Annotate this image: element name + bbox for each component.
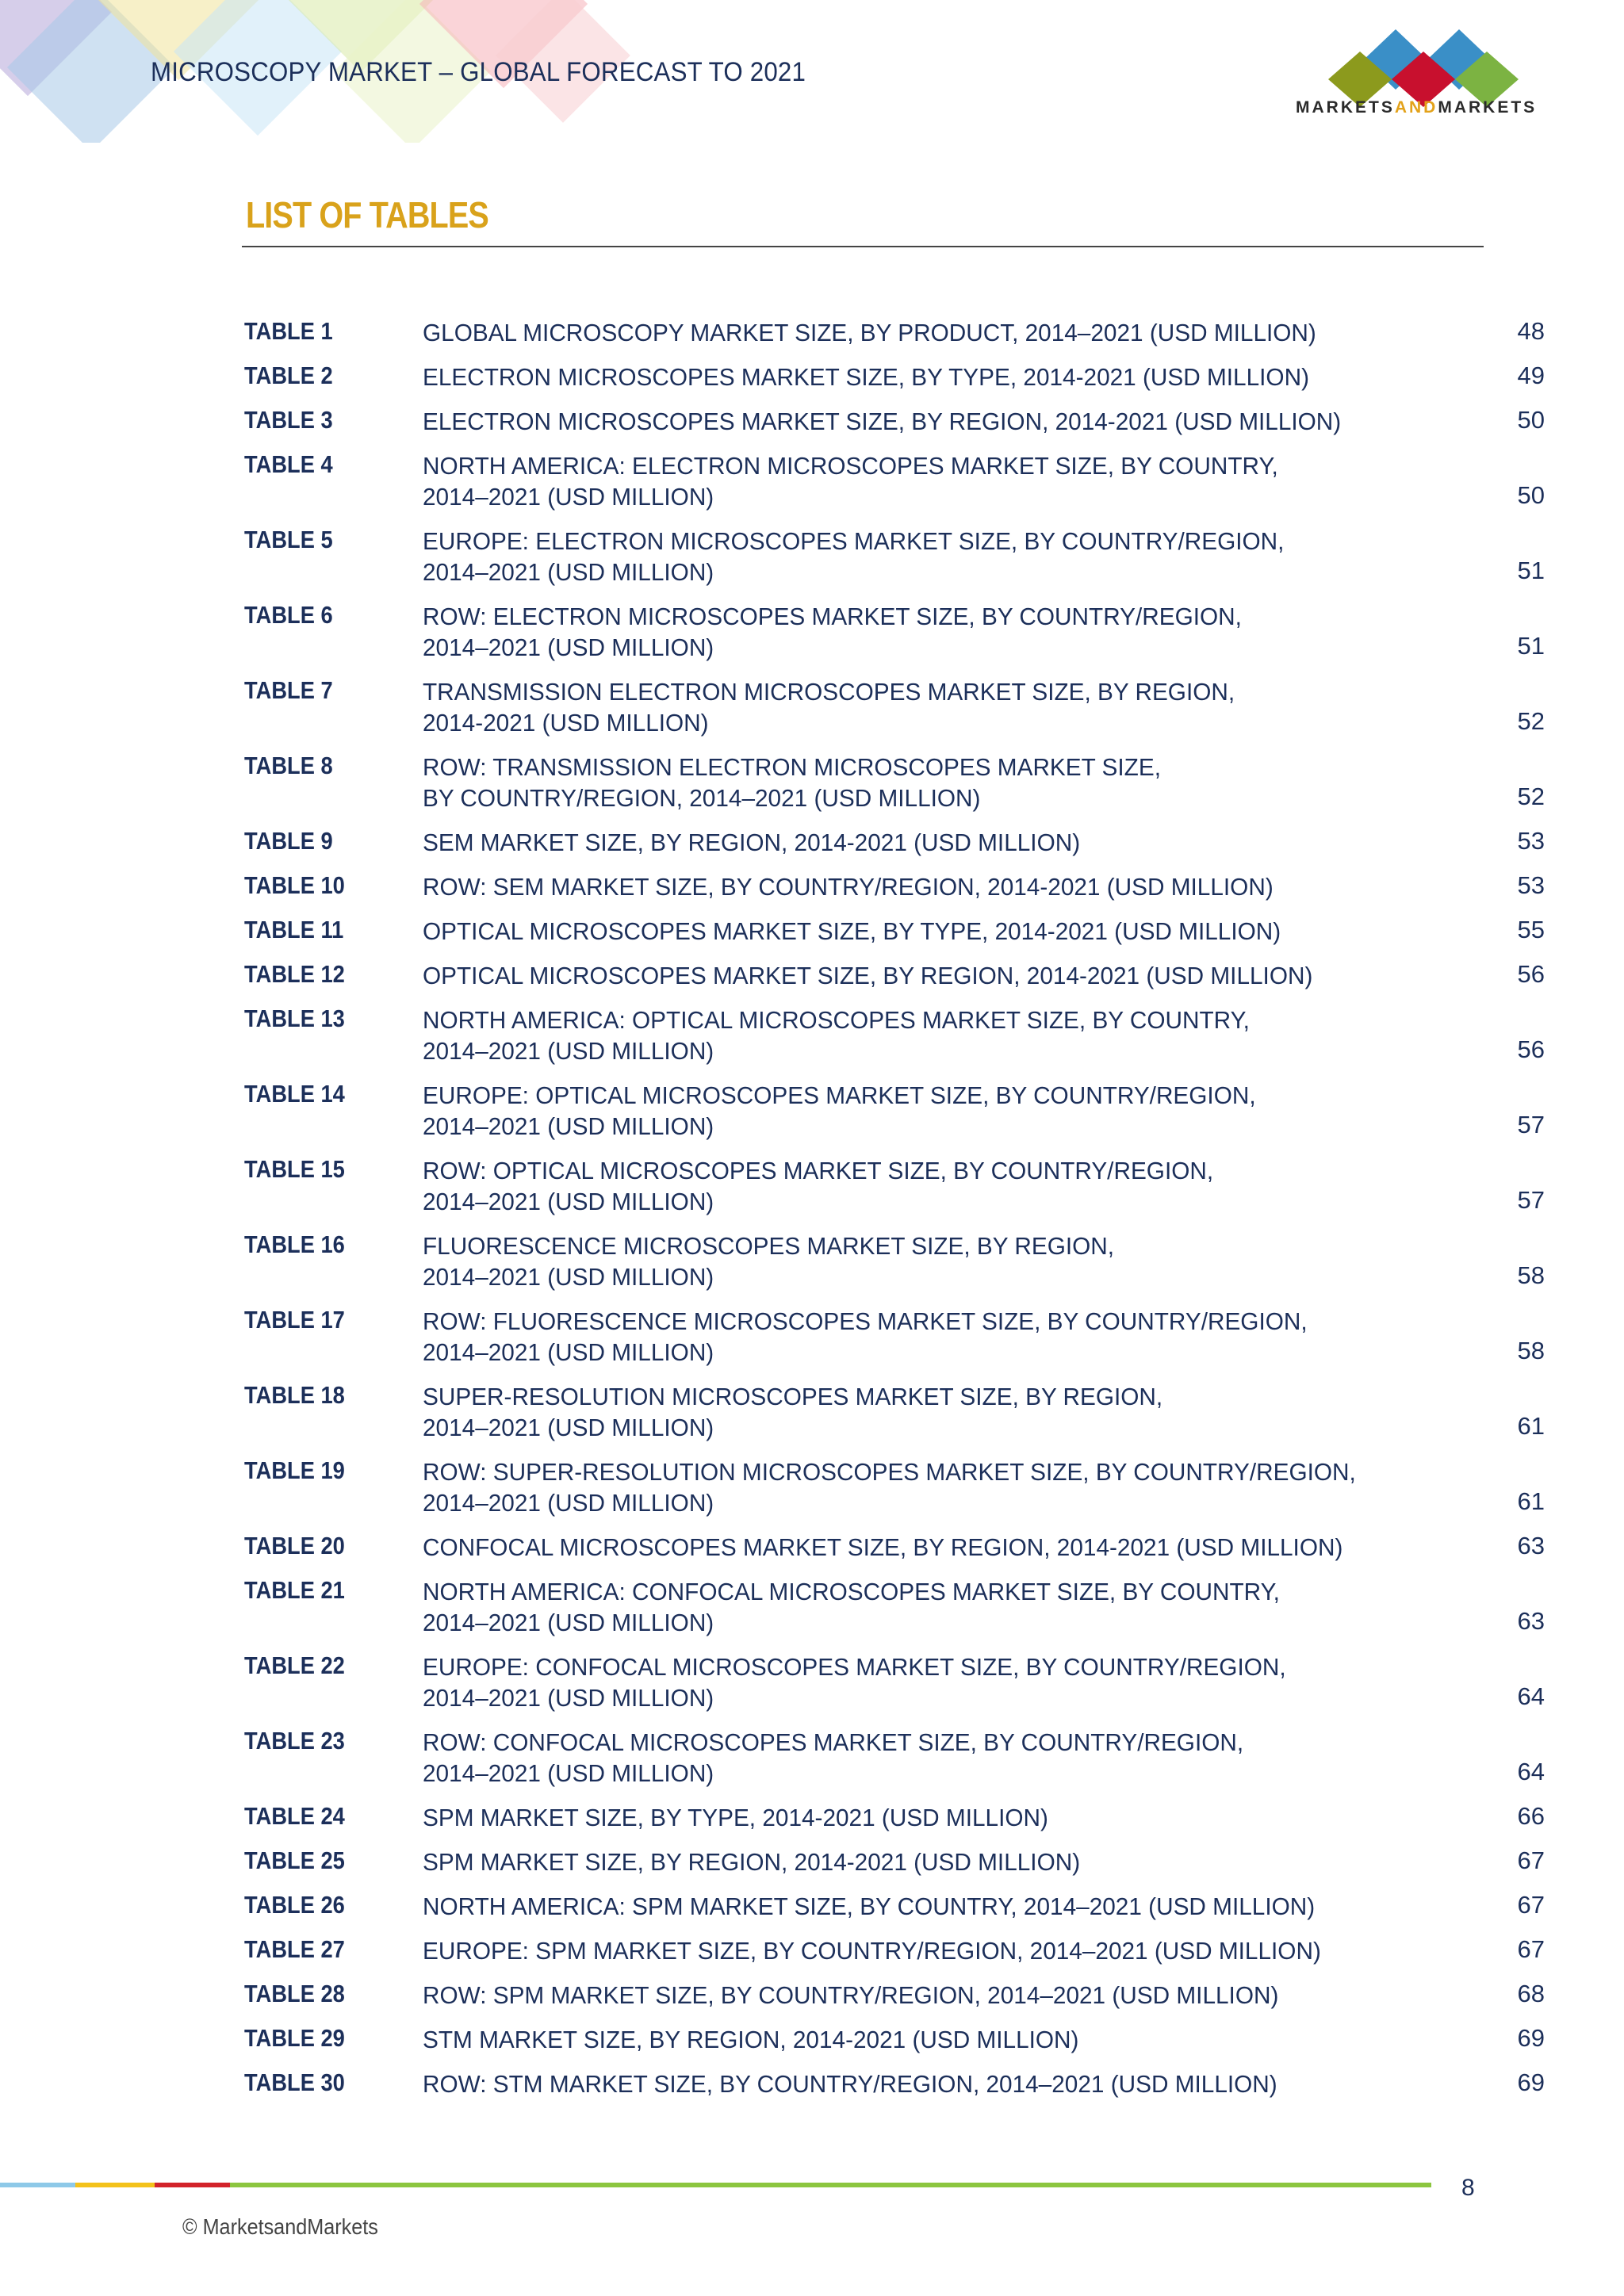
table-row[interactable] (244, 752, 1545, 813)
table-row[interactable] (244, 1306, 1545, 1368)
table-title-line: CONFOCAL MICROSCOPES MARKET SIZE, BY REGION, 2014-2021 (USD MILLION) (423, 1533, 1343, 1561)
section-title: LIST OF TABLES (246, 194, 488, 235)
table-title-line: EUROPE: CONFOCAL MICROSCOPES MARKET SIZE, BY COUNTRY/REGION, (423, 1653, 1286, 1681)
table-page-number: 67 (1517, 1935, 1545, 1963)
table-page-number: 52 (1517, 707, 1545, 735)
table-title-line: NORTH AMERICA: CONFOCAL MICROSCOPES MARKET SIZE, BY COUNTRY, (423, 1578, 1280, 1605)
table-page-number: 57 (1517, 1186, 1545, 1214)
table-label: TABLE 19 (244, 1456, 345, 1484)
table-page-number: 69 (1517, 2024, 1545, 2052)
table-page-number: 58 (1517, 1261, 1545, 1289)
table-title-line: GLOBAL MICROSCOPY MARKET SIZE, BY PRODUCT, 2014–2021 (USD MILLION) (423, 319, 1316, 346)
table-label: TABLE 16 (244, 1230, 345, 1258)
report-header-title: MICROSCOPY MARKET – GLOBAL FORECAST TO 2021 (151, 57, 806, 87)
table-label: TABLE 25 (244, 1846, 345, 1874)
table-label: TABLE 17 (244, 1306, 345, 1334)
table-row[interactable] (244, 1456, 1545, 1518)
table-page-number: 52 (1517, 783, 1545, 810)
table-page-number: 64 (1517, 1758, 1545, 1785)
table-title-line: 2014–2021 (USD MILLION) (423, 1759, 714, 1787)
table-title-line: NORTH AMERICA: ELECTRON MICROSCOPES MARKET SIZE, BY COUNTRY, (423, 452, 1278, 480)
table-label: TABLE 2 (244, 362, 333, 389)
table-page-number: 48 (1517, 317, 1545, 345)
table-row[interactable] (244, 1230, 1545, 1292)
table-page-number: 49 (1517, 362, 1545, 389)
table-title-line: ROW: TRANSMISSION ELECTRON MICROSCOPES MARKET SIZE, (423, 753, 1161, 781)
table-row[interactable] (244, 450, 1545, 512)
table-title-line: 2014–2021 (USD MILLION) (423, 1609, 714, 1636)
table-page-number: 55 (1517, 916, 1545, 943)
table-page-number: 56 (1517, 1035, 1545, 1063)
table-row[interactable] (244, 601, 1545, 663)
table-row[interactable] (244, 1846, 1545, 1877)
table-row[interactable] (244, 1802, 1545, 1833)
table-title-line: SPM MARKET SIZE, BY TYPE, 2014-2021 (USD MILLION) (423, 1804, 1048, 1831)
table-label: TABLE 5 (244, 526, 333, 553)
table-label: TABLE 3 (244, 406, 333, 434)
table-row[interactable] (244, 1651, 1545, 1713)
table-title-line: TRANSMISSION ELECTRON MICROSCOPES MARKET SIZE, BY REGION, (423, 678, 1235, 706)
table-label: TABLE 18 (244, 1381, 345, 1409)
table-page-number: 63 (1517, 1607, 1545, 1635)
table-title-line: 2014-2021 (USD MILLION) (423, 709, 709, 737)
table-label: TABLE 27 (244, 1935, 345, 1963)
table-page-number: 58 (1517, 1337, 1545, 1364)
footer-bar-red (155, 2183, 230, 2187)
table-page-number: 50 (1517, 406, 1545, 434)
table-title-line: 2014–2021 (USD MILLION) (423, 1037, 714, 1065)
table-title-line: 2014–2021 (USD MILLION) (423, 1263, 714, 1291)
table-row[interactable] (244, 406, 1545, 437)
table-page-number: 61 (1517, 1487, 1545, 1515)
table-page-number: 69 (1517, 2068, 1545, 2096)
table-label: TABLE 26 (244, 1891, 345, 1919)
table-title-line: 2014–2021 (USD MILLION) (423, 1188, 714, 1215)
table-label: TABLE 11 (244, 916, 344, 943)
table-label: TABLE 14 (244, 1080, 345, 1108)
table-page-number: 56 (1517, 960, 1545, 988)
table-title-line: ROW: SEM MARKET SIZE, BY COUNTRY/REGION, 2014-2021 (USD MILLION) (423, 873, 1274, 901)
table-title-line: ROW: OPTICAL MICROSCOPES MARKET SIZE, BY COUNTRY/REGION, (423, 1157, 1214, 1184)
table-label: TABLE 13 (244, 1004, 345, 1032)
table-title-line: EUROPE: ELECTRON MICROSCOPES MARKET SIZE, BY COUNTRY/REGION, (423, 527, 1285, 555)
table-page-number: 51 (1517, 557, 1545, 584)
table-label: TABLE 30 (244, 2068, 345, 2096)
table-page-number: 61 (1517, 1412, 1545, 1440)
table-page-number: 64 (1517, 1682, 1545, 1710)
table-row[interactable] (244, 1727, 1545, 1789)
table-row[interactable] (244, 526, 1545, 587)
table-row[interactable] (244, 1935, 1545, 1966)
table-page-number: 53 (1517, 827, 1545, 855)
table-title-line: STM MARKET SIZE, BY REGION, 2014-2021 (USD MILLION) (423, 2026, 1079, 2053)
table-title-line: OPTICAL MICROSCOPES MARKET SIZE, BY REGION, 2014-2021 (USD MILLION) (423, 962, 1313, 989)
table-label: TABLE 24 (244, 1802, 345, 1830)
table-label: TABLE 21 (244, 1576, 345, 1604)
table-row[interactable] (244, 1532, 1545, 1563)
table-title-line: ROW: CONFOCAL MICROSCOPES MARKET SIZE, BY COUNTRY/REGION, (423, 1728, 1244, 1756)
table-label: TABLE 15 (244, 1155, 345, 1183)
table-title-line: 2014–2021 (USD MILLION) (423, 558, 714, 586)
table-label: TABLE 4 (244, 450, 333, 478)
table-page-number: 67 (1517, 1891, 1545, 1919)
footer-bar-blue (0, 2183, 75, 2187)
copyright: © MarketsandMarkets (182, 2214, 378, 2239)
footer-bar-green (230, 2183, 1431, 2187)
table-title-line: FLUORESCENCE MICROSCOPES MARKET SIZE, BY REGION, (423, 1232, 1115, 1260)
table-title-line: BY COUNTRY/REGION, 2014–2021 (USD MILLION) (423, 784, 981, 812)
table-title-line: 2014–2021 (USD MILLION) (423, 1684, 714, 1712)
table-title-line: NORTH AMERICA: OPTICAL MICROSCOPES MARKET SIZE, BY COUNTRY, (423, 1006, 1250, 1034)
table-row[interactable] (244, 916, 1545, 947)
table-title-line: OPTICAL MICROSCOPES MARKET SIZE, BY TYPE, 2014-2021 (USD MILLION) (423, 917, 1281, 945)
table-row[interactable] (244, 676, 1545, 738)
table-title-line: 2014–2021 (USD MILLION) (423, 1112, 714, 1140)
table-title-line: 2014–2021 (USD MILLION) (423, 1414, 714, 1441)
table-title-line: NORTH AMERICA: SPM MARKET SIZE, BY COUNTRY, 2014–2021 (USD MILLION) (423, 1892, 1316, 1920)
table-label: TABLE 7 (244, 676, 333, 704)
table-title-line: SPM MARKET SIZE, BY REGION, 2014-2021 (USD MILLION) (423, 1848, 1081, 1876)
table-page-number: 67 (1517, 1846, 1545, 1874)
table-row[interactable] (244, 871, 1545, 902)
table-page-number: 57 (1517, 1111, 1545, 1138)
logo-wordmark: MARKETSANDMARKETS (1296, 98, 1538, 117)
page-number: 8 (1461, 2175, 1475, 2201)
table-label: TABLE 22 (244, 1651, 345, 1679)
table-row[interactable] (244, 362, 1545, 392)
table-row[interactable] (244, 1155, 1545, 1217)
table-page-number: 66 (1517, 1802, 1545, 1830)
table-title-line: EUROPE: SPM MARKET SIZE, BY COUNTRY/REGION, 2014–2021 (USD MILLION) (423, 1937, 1321, 1965)
table-title-line: SUPER-RESOLUTION MICROSCOPES MARKET SIZE, BY REGION, (423, 1383, 1163, 1410)
table-title-line: ROW: SUPER-RESOLUTION MICROSCOPES MARKET SIZE, BY COUNTRY/REGION, (423, 1458, 1356, 1486)
table-row[interactable] (244, 1980, 1545, 2011)
table-row[interactable] (244, 317, 1545, 348)
table-title-line: 2014–2021 (USD MILLION) (423, 483, 714, 511)
table-label: TABLE 12 (244, 960, 345, 988)
table-title-line: ROW: ELECTRON MICROSCOPES MARKET SIZE, BY COUNTRY/REGION, (423, 603, 1242, 630)
table-row[interactable] (244, 1381, 1545, 1443)
table-title-line: 2014–2021 (USD MILLION) (423, 633, 714, 661)
table-page-number: 63 (1517, 1532, 1545, 1559)
table-label: TABLE 29 (244, 2024, 345, 2052)
table-title-line: 2014–2021 (USD MILLION) (423, 1489, 714, 1517)
table-row[interactable] (244, 827, 1545, 858)
table-row[interactable] (244, 2068, 1545, 2099)
table-label: TABLE 9 (244, 827, 333, 855)
table-row[interactable] (244, 2024, 1545, 2055)
table-title-line: 2014–2021 (USD MILLION) (423, 1338, 714, 1366)
table-label: TABLE 6 (244, 601, 333, 629)
table-label: TABLE 20 (244, 1532, 345, 1559)
table-title-line: ELECTRON MICROSCOPES MARKET SIZE, BY TYPE, 2014-2021 (USD MILLION) (423, 363, 1309, 391)
table-row[interactable] (244, 960, 1545, 991)
table-title-line: ELECTRON MICROSCOPES MARKET SIZE, BY REGION, 2014-2021 (USD MILLION) (423, 408, 1342, 435)
table-title-line: ROW: STM MARKET SIZE, BY COUNTRY/REGION, 2014–2021 (USD MILLION) (423, 2070, 1277, 2098)
table-label: TABLE 23 (244, 1727, 345, 1755)
table-title-line: ROW: SPM MARKET SIZE, BY COUNTRY/REGION, 2014–2021 (USD MILLION) (423, 1981, 1279, 2009)
table-title-line: ROW: FLUORESCENCE MICROSCOPES MARKET SIZE, BY COUNTRY/REGION, (423, 1307, 1308, 1335)
table-label: TABLE 28 (244, 1980, 345, 2007)
footer-bar-yellow (75, 2183, 155, 2187)
table-title-line: SEM MARKET SIZE, BY REGION, 2014-2021 (USD MILLION) (423, 828, 1081, 856)
table-row[interactable] (244, 1080, 1545, 1142)
table-row[interactable] (244, 1576, 1545, 1638)
table-row[interactable] (244, 1891, 1545, 1922)
table-label: TABLE 8 (244, 752, 333, 779)
table-page-number: 68 (1517, 1980, 1545, 2007)
table-title-line: EUROPE: OPTICAL MICROSCOPES MARKET SIZE, BY COUNTRY/REGION, (423, 1081, 1256, 1109)
table-page-number: 53 (1517, 871, 1545, 899)
table-page-number: 50 (1517, 481, 1545, 509)
table-label: TABLE 1 (244, 317, 333, 345)
title-divider (242, 246, 1484, 247)
table-label: TABLE 10 (244, 871, 345, 899)
table-page-number: 51 (1517, 632, 1545, 660)
table-row[interactable] (244, 1004, 1545, 1066)
